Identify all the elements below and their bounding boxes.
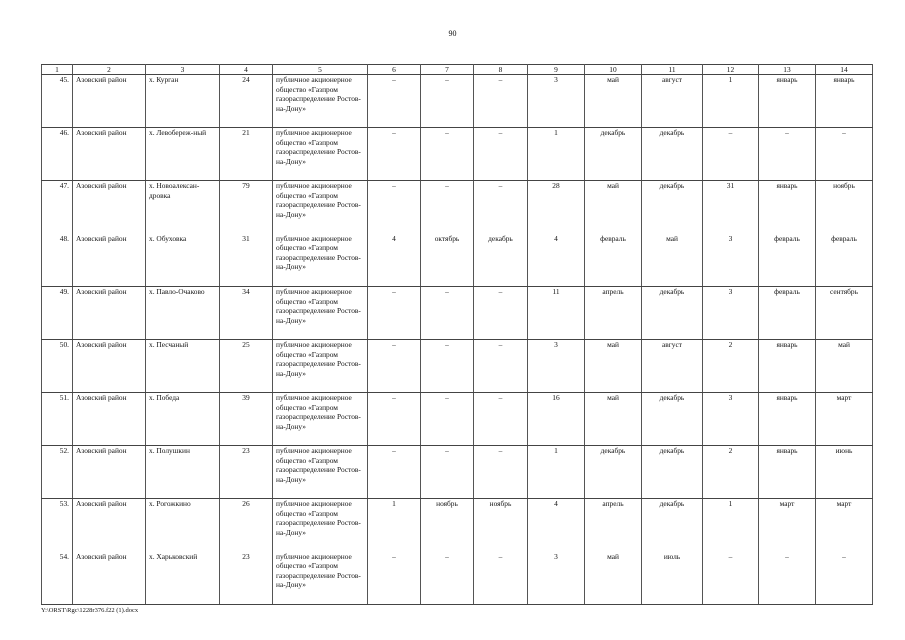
col10-cell: декабрь [585,446,642,499]
column-header-1: 1 [42,65,73,75]
column-header-10: 10 [585,65,642,75]
column-header-7: 7 [421,65,474,75]
row-number: 52. [42,446,73,499]
row-number: 53. [42,499,73,552]
col6-cell: – [368,340,421,393]
organization-cell: публичное акционерное общество «Газпром газораспределение Ростов-на-Дону» [273,75,368,128]
district-cell: Азовский район [73,446,146,499]
data-table [41,64,873,605]
col7-cell: – [421,340,474,393]
col10-cell: май [585,340,642,393]
table-row [42,340,873,393]
column-header-5: 5 [273,65,368,75]
column-header-2: 2 [73,65,146,75]
col11-cell: декабрь [642,446,703,499]
col10-cell: май [585,393,642,446]
count-cell: 23 [220,552,273,605]
count-cell: 39 [220,393,273,446]
col11-cell: декабрь [642,128,703,181]
col14-cell: март [816,393,873,446]
count-cell: 31 [220,234,273,287]
count-cell: 21 [220,128,273,181]
settlement-cell: х. Песчаный [146,340,220,393]
settlement-cell: х. Рогожкино [146,499,220,552]
col8-cell: декабрь [474,234,528,287]
count-cell: 79 [220,181,273,234]
col7-cell: – [421,75,474,128]
col13-cell: февраль [759,234,816,287]
col13-cell: – [759,128,816,181]
table-row [42,393,873,446]
col8-cell: – [474,552,528,605]
col6-cell: – [368,181,421,234]
col14-cell: ноябрь [816,181,873,234]
col12-cell: 2 [703,446,759,499]
col12-cell: 31 [703,181,759,234]
district-cell: Азовский район [73,234,146,287]
col12-cell: 3 [703,393,759,446]
col10-cell: май [585,75,642,128]
col14-cell: февраль [816,234,873,287]
header-row [42,65,873,75]
count-cell: 23 [220,446,273,499]
col9-cell: 4 [528,234,585,287]
column-header-12: 12 [703,65,759,75]
row-number: 54. [42,552,73,605]
col6-cell: 4 [368,234,421,287]
organization-cell: публичное акционерное общество «Газпром газораспределение Ростов-на-Дону» [273,287,368,340]
col9-cell: 28 [528,181,585,234]
district-cell: Азовский район [73,393,146,446]
district-cell: Азовский район [73,75,146,128]
organization-cell: публичное акционерное общество «Газпром газораспределение Ростов-на-Дону» [273,499,368,552]
col9-cell: 4 [528,499,585,552]
col13-cell: – [759,552,816,605]
col6-cell: – [368,552,421,605]
col7-cell: – [421,181,474,234]
district-cell: Азовский район [73,340,146,393]
col14-cell: май [816,340,873,393]
settlement-cell: х. Курган [146,75,220,128]
row-number: 50. [42,340,73,393]
col9-cell: 3 [528,75,585,128]
column-header-4: 4 [220,65,273,75]
district-cell: Азовский район [73,181,146,234]
settlement-cell: х. Обуховка [146,234,220,287]
table-row [42,234,873,287]
col11-cell: август [642,75,703,128]
col10-cell: декабрь [585,128,642,181]
count-cell: 34 [220,287,273,340]
col6-cell: 1 [368,499,421,552]
col14-cell: июнь [816,446,873,499]
col9-cell: 11 [528,287,585,340]
col10-cell: февраль [585,234,642,287]
col12-cell: – [703,128,759,181]
page-number: 90 [448,29,457,38]
table-row [42,128,873,181]
col7-cell: – [421,393,474,446]
count-cell: 24 [220,75,273,128]
column-header-9: 9 [528,65,585,75]
col7-cell: – [421,287,474,340]
table-row [42,499,873,552]
row-number: 45. [42,75,73,128]
organization-cell: публичное акционерное общество «Газпром газораспределение Ростов-на-Дону» [273,234,368,287]
col10-cell: май [585,552,642,605]
organization-cell: публичное акционерное общество «Газпром газораспределение Ростов-на-Дону» [273,552,368,605]
col7-cell: – [421,552,474,605]
col8-cell: – [474,287,528,340]
col11-cell: декабрь [642,181,703,234]
col12-cell: 1 [703,75,759,128]
settlement-cell: х. Харьковский [146,552,220,605]
col14-cell: – [816,552,873,605]
col8-cell: – [474,128,528,181]
col7-cell: октябрь [421,234,474,287]
col13-cell: март [759,499,816,552]
table-row [42,287,873,340]
row-number: 47. [42,181,73,234]
col8-cell: – [474,181,528,234]
col13-cell: февраль [759,287,816,340]
col10-cell: апрель [585,499,642,552]
col14-cell: сентябрь [816,287,873,340]
col7-cell: – [421,128,474,181]
count-cell: 26 [220,499,273,552]
col13-cell: январь [759,181,816,234]
district-cell: Азовский район [73,552,146,605]
organization-cell: публичное акционерное общество «Газпром газораспределение Ростов-на-Дону» [273,446,368,499]
col11-cell: декабрь [642,287,703,340]
table-row [42,75,873,128]
column-header-11: 11 [642,65,703,75]
row-number: 46. [42,128,73,181]
col6-cell: – [368,75,421,128]
organization-cell: публичное акционерное общество «Газпром газораспределение Ростов-на-Дону» [273,128,368,181]
col7-cell: ноябрь [421,499,474,552]
footer-file-path: Y:\ORST\Rgc\1228r376.f22 (1).docx [41,607,139,614]
col6-cell: – [368,393,421,446]
settlement-cell: х. Полушкин [146,446,220,499]
row-number: 48. [42,234,73,287]
col6-cell: – [368,128,421,181]
table-row [42,446,873,499]
row-number: 49. [42,287,73,340]
column-header-14: 14 [816,65,873,75]
col8-cell: – [474,340,528,393]
col13-cell: январь [759,393,816,446]
settlement-cell: х. Павло-Очаково [146,287,220,340]
col14-cell: январь [816,75,873,128]
col9-cell: 1 [528,446,585,499]
col6-cell: – [368,287,421,340]
table-row [42,181,873,234]
col12-cell: – [703,552,759,605]
column-header-3: 3 [146,65,220,75]
col12-cell: 3 [703,287,759,340]
row-number: 51. [42,393,73,446]
settlement-cell: х. Победа [146,393,220,446]
col10-cell: апрель [585,287,642,340]
col11-cell: август [642,340,703,393]
table-row [42,552,873,605]
column-header-6: 6 [368,65,421,75]
organization-cell: публичное акционерное общество «Газпром газораспределение Ростов-на-Дону» [273,340,368,393]
col12-cell: 3 [703,234,759,287]
col10-cell: май [585,181,642,234]
settlement-cell: х. Левобереж-ный [146,128,220,181]
settlement-cell: х. Новоалексан-дровка [146,181,220,234]
count-cell: 25 [220,340,273,393]
col14-cell: – [816,128,873,181]
col14-cell: март [816,499,873,552]
col11-cell: декабрь [642,499,703,552]
col12-cell: 1 [703,499,759,552]
column-header-13: 13 [759,65,816,75]
col9-cell: 1 [528,128,585,181]
col13-cell: январь [759,75,816,128]
col11-cell: май [642,234,703,287]
district-cell: Азовский район [73,499,146,552]
district-cell: Азовский район [73,128,146,181]
col11-cell: декабрь [642,393,703,446]
organization-cell: публичное акционерное общество «Газпром газораспределение Ростов-на-Дону» [273,393,368,446]
col8-cell: ноябрь [474,499,528,552]
col7-cell: – [421,446,474,499]
col8-cell: – [474,75,528,128]
col9-cell: 16 [528,393,585,446]
col9-cell: 3 [528,340,585,393]
col8-cell: – [474,446,528,499]
district-cell: Азовский район [73,287,146,340]
col12-cell: 2 [703,340,759,393]
col6-cell: – [368,446,421,499]
col13-cell: январь [759,446,816,499]
column-header-8: 8 [474,65,528,75]
col13-cell: январь [759,340,816,393]
organization-cell: публичное акционерное общество «Газпром газораспределение Ростов-на-Дону» [273,181,368,234]
col8-cell: – [474,393,528,446]
col11-cell: июль [642,552,703,605]
col9-cell: 3 [528,552,585,605]
